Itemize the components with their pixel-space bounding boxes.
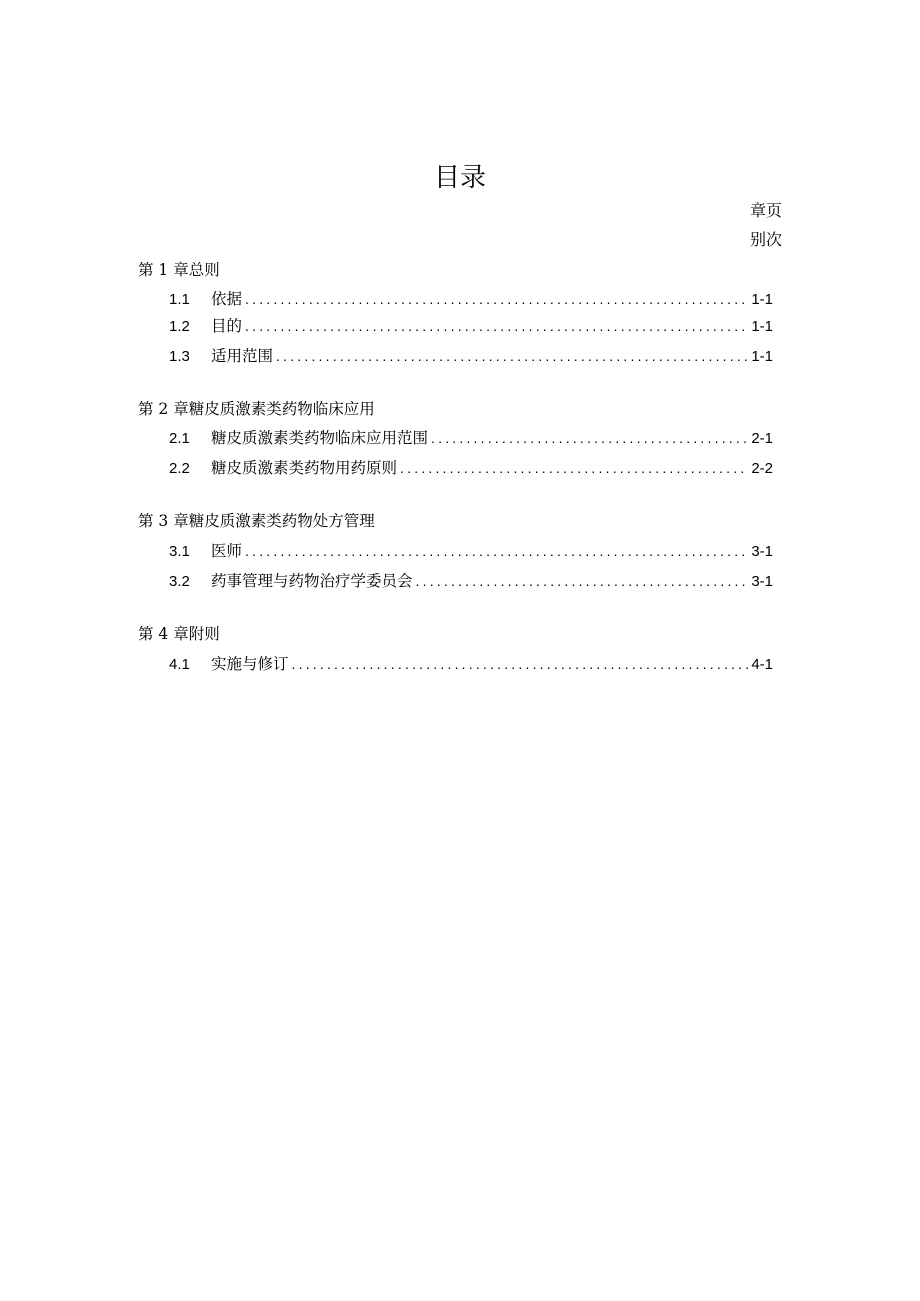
entry-page: 2-2 — [751, 460, 773, 477]
toc-entry[interactable] — [169, 316, 773, 336]
entry-page: 2-1 — [751, 430, 773, 447]
chapter-heading: 第 4 章附则 — [138, 625, 220, 643]
entry-label: 适用范围 — [211, 347, 274, 365]
entry-number: 1.3 — [169, 348, 190, 365]
toc-entry[interactable] — [169, 571, 773, 591]
page-title: 目录 — [433, 163, 486, 193]
dot-leader — [416, 571, 749, 591]
entry-number: 1.2 — [169, 318, 190, 335]
entry-label: 药事管理与药物治疗学委员会 — [211, 572, 413, 590]
entry-number: 2.1 — [169, 430, 190, 447]
toc-entry[interactable] — [169, 346, 773, 366]
toc-entry[interactable] — [169, 654, 773, 674]
dot-leader — [245, 289, 748, 309]
toc-entry[interactable] — [169, 541, 773, 561]
dot-leader — [400, 458, 748, 478]
dot-leader — [245, 541, 748, 561]
entry-label: 目的 — [211, 317, 243, 335]
column-heading-line2: 别次 — [749, 230, 782, 249]
entry-number: 2.2 — [169, 460, 190, 477]
entry-page: 4-1 — [751, 656, 773, 673]
dot-leader — [276, 346, 748, 366]
entry-label: 依据 — [211, 290, 243, 308]
entry-number: 3.1 — [169, 543, 190, 560]
entry-label: 医师 — [211, 542, 243, 560]
entry-number: 4.1 — [169, 656, 190, 673]
column-heading-line1: 章页 — [749, 201, 782, 220]
entry-number: 3.2 — [169, 573, 190, 590]
chapter-heading: 第 1 章总则 — [138, 261, 220, 279]
entry-page: 3-1 — [751, 543, 773, 560]
entry-label: 糖皮质激素类药物临床应用范围 — [211, 429, 429, 447]
entry-number: 1.1 — [169, 291, 190, 308]
entry-page: 1-1 — [751, 291, 773, 308]
toc-entry[interactable] — [169, 289, 773, 309]
toc-entry[interactable] — [169, 458, 773, 478]
entry-page: 1-1 — [751, 348, 773, 365]
dot-leader — [292, 654, 749, 674]
dot-leader — [431, 428, 748, 448]
chapter-heading: 第 2 章糖皮质激素类药物临床应用 — [138, 400, 375, 418]
toc-entry[interactable] — [169, 428, 773, 448]
entry-page: 1-1 — [751, 318, 773, 335]
entry-label: 糖皮质激素类药物用药原则 — [211, 459, 398, 477]
entry-label: 实施与修订 — [211, 655, 289, 673]
entry-page: 3-1 — [751, 573, 773, 590]
dot-leader — [245, 316, 748, 336]
chapter-heading: 第 3 章糖皮质激素类药物处方管理 — [138, 512, 375, 530]
